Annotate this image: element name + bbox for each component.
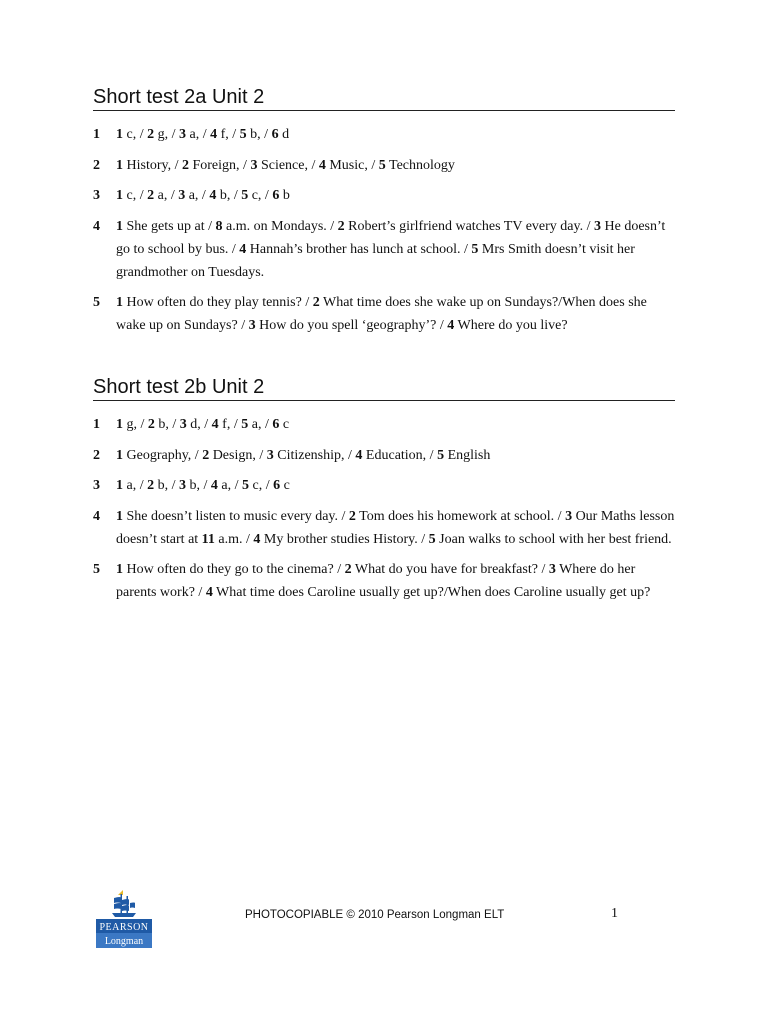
answer-item: [93, 123, 675, 146]
item-answers: [116, 219, 665, 280]
answer-index: 4: [205, 585, 213, 600]
answer-index: 6: [271, 127, 279, 142]
item-answers: [116, 188, 290, 203]
answer-text: a, /: [248, 417, 273, 432]
answer-text: d: [278, 127, 290, 142]
item-number: 1: [93, 127, 100, 142]
answer-index: 4: [239, 241, 247, 257]
ship-icon: [96, 886, 152, 948]
answer-index: 3: [565, 508, 573, 524]
answer-text: Mrs Smith doesn’t visit her grandmother on Tuesdays.: [116, 241, 635, 280]
answer-text: Music, /: [325, 157, 379, 173]
answer-text: a.m. /: [214, 531, 254, 547]
item-number: 2: [93, 157, 100, 173]
logo-pearson-text: PEARSON: [99, 922, 149, 933]
item-number: 4: [93, 508, 100, 524]
answer-text: a, /: [185, 188, 210, 203]
answer-text: My brother studies History. /: [260, 531, 429, 547]
answer-index: 2: [312, 295, 320, 310]
answer-text: b, /: [246, 127, 272, 142]
answer-index: 3: [179, 478, 186, 493]
answer-text: a, /: [154, 188, 179, 203]
section-title: Short test 2b Unit 2: [93, 374, 675, 401]
answer-item: [93, 413, 675, 436]
item-answers: [116, 127, 289, 142]
answer-index: 3: [179, 417, 187, 432]
item-number: 4: [93, 218, 100, 234]
item-answers: [116, 417, 289, 432]
answer-text: She doesn’t listen to music every day. /: [123, 508, 349, 524]
answer-item: [93, 444, 675, 467]
item-number: 3: [93, 478, 100, 493]
answer-text: Foreign, /: [188, 157, 251, 173]
answer-text: g, /: [123, 417, 148, 432]
answer-index: 5: [241, 188, 249, 203]
answer-text: b, /: [154, 478, 179, 493]
answer-index: 2: [348, 508, 356, 524]
answer-index: 5: [242, 478, 249, 493]
section-2a: [93, 84, 675, 345]
answer-text: f, /: [218, 417, 242, 432]
answer-index: 5: [471, 241, 479, 257]
answer-text: How do you spell ‘geography’? /: [255, 318, 448, 333]
answer-index: 3: [248, 318, 256, 333]
answer-text: b, /: [216, 188, 242, 203]
answer-text: She gets up at /: [123, 218, 216, 234]
answer-index: 8: [215, 218, 223, 234]
answer-index: 3: [250, 157, 258, 173]
answer-text: Education, /: [362, 447, 438, 463]
answer-item: [93, 291, 675, 337]
answer-index: 3: [594, 218, 601, 234]
answer-item: [93, 474, 675, 497]
answer-index: 2: [202, 447, 210, 463]
answer-index: 2: [337, 218, 345, 234]
answer-index: 3: [178, 188, 186, 203]
answer-text: c, /: [123, 188, 148, 203]
answer-item: [93, 184, 675, 207]
answer-text: d, /: [186, 417, 212, 432]
answer-text: Tom does his homework at school. /: [355, 508, 566, 524]
answer-index: 4: [211, 417, 219, 432]
answer-index: 2: [147, 188, 155, 203]
answer-text: c, /: [249, 478, 274, 493]
answer-index: 6: [272, 188, 280, 203]
answer-text: a, /: [217, 478, 242, 493]
answer-index: 1: [116, 417, 123, 432]
answer-index: 1: [116, 295, 123, 310]
answer-text: History, /: [123, 157, 182, 173]
section-2b: [93, 374, 675, 612]
answer-index: 6: [273, 478, 281, 493]
answer-text: How often do they go to the cinema? /: [123, 562, 345, 577]
answer-item: [93, 558, 675, 604]
answer-text: Where do you live?: [454, 318, 568, 333]
answer-text: a, /: [123, 478, 148, 493]
answer-index: 2: [147, 127, 155, 142]
answer-index: 3: [179, 127, 186, 142]
answer-text: Technology: [385, 157, 455, 173]
item-answers: [116, 448, 490, 463]
answer-list: [93, 123, 675, 337]
answer-index: 4: [318, 157, 326, 173]
answer-text: Geography, /: [123, 447, 203, 463]
section-title: Short test 2a Unit 2: [93, 84, 675, 111]
answer-text: a.m. on Mondays. /: [222, 218, 338, 234]
answer-text: Our Maths lesson doesn’t start at: [116, 508, 675, 547]
item-answers: [116, 295, 647, 333]
answer-index: 1: [116, 508, 123, 524]
answer-index: 4: [253, 531, 261, 547]
answer-index: 4: [447, 318, 455, 333]
answer-text: f, /: [217, 127, 240, 142]
answer-text: Robert’s girlfriend watches TV every day. /: [344, 218, 594, 234]
answer-index: 3: [266, 447, 274, 463]
answer-index: 2: [147, 478, 155, 493]
answer-text: b: [279, 188, 290, 203]
answer-text: What time does Caroline usually get up?/When does Caroline usually get up?: [212, 585, 651, 600]
answer-index: 4: [355, 447, 363, 463]
item-number: 2: [93, 447, 100, 463]
item-answers: [116, 509, 674, 547]
answer-index: 4: [210, 127, 218, 142]
answer-text: What time does she wake up on Sundays?/When does she wake up on Sundays? /: [116, 295, 647, 333]
answer-text: a, /: [186, 127, 211, 142]
logo-longman-text: Longman: [104, 936, 144, 947]
item-answers: [116, 158, 455, 173]
answer-index: 3: [548, 562, 556, 577]
answer-text: Science, /: [257, 157, 319, 173]
item-number: 1: [93, 417, 100, 432]
answer-text: Design, /: [209, 447, 267, 463]
answer-text: English: [444, 447, 491, 463]
answer-text: How often do they play tennis? /: [123, 295, 313, 310]
answer-item: [93, 505, 675, 551]
answer-text: Where do her parents work? /: [116, 562, 636, 600]
answer-index: 5: [239, 127, 247, 142]
answer-index: 1: [116, 188, 123, 203]
answer-text: He doesn’t go to school by bus. /: [116, 218, 666, 257]
answer-index: 1: [116, 562, 123, 577]
answer-text: c, /: [123, 127, 148, 142]
answer-index: 5: [437, 447, 445, 463]
answer-index: 5: [241, 417, 249, 432]
answer-index: 4: [210, 478, 218, 493]
answer-index: 1: [116, 478, 123, 493]
item-answers: [116, 562, 650, 600]
answer-index: 1: [116, 447, 123, 463]
page-number: 1: [611, 906, 618, 921]
answer-index: 1: [116, 127, 123, 142]
answer-index: 11: [201, 531, 215, 547]
answer-index: 1: [116, 218, 123, 234]
answer-text: c: [279, 417, 290, 432]
answer-text: Citizenship, /: [273, 447, 356, 463]
answer-index: 2: [147, 417, 155, 432]
item-number: 5: [93, 295, 100, 310]
answer-index: 4: [209, 188, 217, 203]
answer-text: Joan walks to school with her best friend.: [435, 531, 672, 547]
item-number: 5: [93, 562, 100, 577]
answer-index: 5: [428, 531, 436, 547]
item-number: 3: [93, 188, 100, 203]
answer-index: 6: [272, 417, 280, 432]
answer-text: What do you have for breakfast? /: [351, 562, 549, 577]
answer-index: 1: [116, 157, 123, 173]
answer-item: [93, 154, 675, 177]
answer-item: [93, 215, 675, 284]
answer-text: g, /: [154, 127, 179, 142]
answer-text: c, /: [248, 188, 273, 203]
answer-text: c: [280, 478, 290, 493]
answer-index: 2: [181, 157, 189, 173]
footer-copyright: PHOTOCOPIABLE © 2010 Pearson Longman ELT: [245, 909, 505, 921]
answer-list: [93, 413, 675, 604]
item-answers: [116, 478, 290, 493]
answer-index: 2: [344, 562, 352, 577]
answer-text: Hannah’s brother has lunch at school. /: [246, 241, 472, 257]
pearson-longman-logo: [96, 886, 152, 948]
answer-text: b, /: [186, 478, 211, 493]
answer-text: b, /: [154, 417, 180, 432]
answer-index: 5: [378, 157, 386, 173]
